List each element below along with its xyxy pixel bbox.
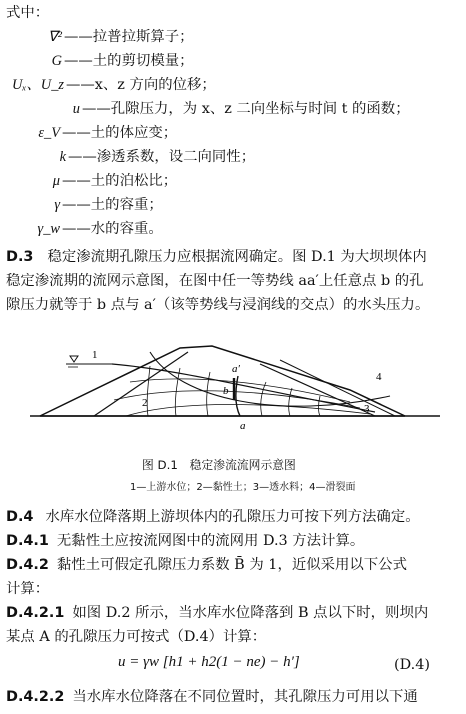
paragraph-d42 (6, 556, 407, 574)
figure-legend: 1—上游水位；2—黏性土；3—透水料；4—滑裂面 (130, 482, 356, 493)
core-boundary (94, 352, 188, 416)
definition-row (40, 100, 410, 118)
paragraph-text: 如图 D.2 所示，当水库水位降落到 B 点以下时，则坝内 (72, 605, 429, 621)
definition-row (26, 148, 255, 166)
figure-label-a: a (240, 420, 246, 432)
definition-symbol: G (51, 53, 62, 69)
figure-label-3: 3 (364, 403, 370, 415)
definition-text: ——渗透系数，设二向同性； (68, 149, 256, 165)
flow-net-figure (30, 330, 440, 450)
paragraph-continuation: 某点 A 的孔隙压力可按式（D.4）计算： (6, 629, 267, 645)
definition-text: ——土的体应变； (62, 125, 178, 141)
section-d3-line: 隙压力就等于 b 点与 a′（该等势线与浸润线的交点）的水头压力。 (6, 297, 430, 313)
definition-row (20, 124, 177, 142)
figure-label-1: 1 (92, 349, 98, 361)
definition-text: ——土的泊松比； (62, 173, 178, 189)
figure-caption: 图 D.1 稳定渗流流网示意图 (142, 458, 296, 472)
paragraph-d4 (6, 508, 420, 526)
formula-d4: u = γw [h1 + h2(1 − ne) − h′] (118, 654, 300, 670)
intro-label: 式中： (6, 5, 50, 21)
figure-label-a-prime: a′ (232, 363, 240, 375)
paragraph-d421 (6, 604, 428, 622)
definition-text: ——拉普拉斯算子； (64, 29, 194, 45)
paragraph-number: D.4.2.2 (6, 689, 65, 705)
paragraph-text: 当水库水位降落在不同位置时，其孔隙压力可用以下通 (72, 689, 418, 705)
section-d3-line: 稳定渗流期的流网示意图，在图中任一等势线 aa′上任意点 b 的孔 (6, 273, 424, 289)
definition-symbol: γ_w (37, 221, 60, 237)
definition-text: ——水的容重。 (62, 221, 163, 237)
definition-row (20, 172, 177, 190)
paragraph-d422 (6, 688, 418, 706)
formula-tag: (D.4) (394, 657, 430, 673)
section-d3-text: 稳定渗流期孔隙压力应根据流网确定。图 D.1 为大坝坝体内 (47, 249, 427, 265)
paragraph-continuation: 计算： (6, 581, 50, 597)
definition-row (20, 196, 163, 214)
definition-text: ——x、z 方向的位移； (66, 77, 216, 93)
paragraph-d41 (6, 532, 364, 550)
paragraph-text: 水库水位降落期上游坝体内的孔隙压力可按下列方法确定。 (45, 509, 420, 525)
definition-symbol: μ (52, 173, 60, 189)
figure-label-4: 4 (376, 371, 382, 383)
definition-symbol: ε_V (38, 125, 60, 141)
paragraph-number: D.4 (6, 509, 34, 525)
figure-label-2: 2 (142, 397, 148, 409)
filter-boundary (280, 360, 395, 416)
section-d3-line (6, 248, 427, 266)
water-level-icon (66, 356, 112, 367)
definition-row (20, 220, 163, 238)
paragraph-text: 无黏性土应按流网图中的流网用 D.3 方法计算。 (56, 533, 365, 549)
definition-symbol: γ (54, 197, 60, 213)
definition-row (22, 52, 194, 70)
definition-text: ——土的剪切模量； (64, 53, 194, 69)
paragraph-number: D.4.1 (6, 533, 49, 549)
figure-label-b: b (223, 385, 229, 397)
definition-symbol: k (59, 149, 66, 165)
definition-symbol: Uₓ、U_z (11, 77, 64, 93)
paragraph-number: D.4.2.1 (6, 605, 65, 621)
paragraph-number: D.4.2 (6, 557, 49, 573)
paragraph-text: 黏性土可假定孔隙压力系数 B̄ 为 1，近似采用以下公式 (56, 557, 407, 573)
section-number: D.3 (6, 249, 34, 265)
definition-text: ——土的容重； (62, 197, 163, 213)
definition-symbol: u (72, 101, 80, 117)
definition-text: ——孔隙压力，为 x、z 二向坐标与时间 t 的函数； (82, 101, 410, 117)
definition-row (0, 76, 216, 94)
definition-symbol: ∇² (48, 29, 62, 45)
definition-row (22, 28, 194, 46)
